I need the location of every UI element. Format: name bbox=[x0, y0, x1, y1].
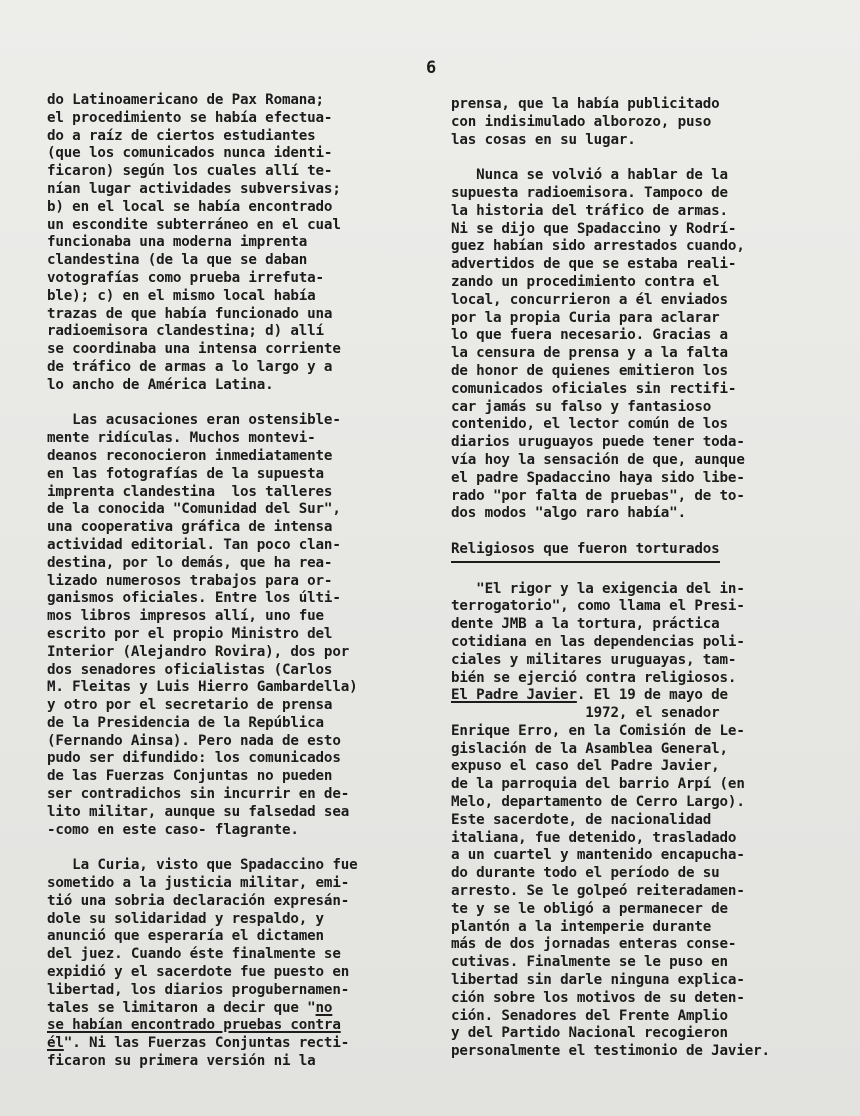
text-line: car jamás su falso y fantasioso bbox=[451, 398, 712, 415]
text-line: M. Fleitas y Luis Hierro Gambardella) bbox=[47, 679, 358, 696]
text-line: con indisimulado alborozo, puso bbox=[451, 113, 712, 130]
underlined-quote: se habían encontrado pruebas contra bbox=[47, 1017, 341, 1034]
text-line: La Curia, visto que Spadaccino fue bbox=[47, 857, 358, 874]
text-line: cutivas. Finalmente se le puso en bbox=[451, 954, 728, 971]
text-line: funcionaba una moderna imprenta bbox=[47, 234, 308, 251]
text-line: (que los comunicados nunca identi- bbox=[47, 145, 333, 162]
text-line bbox=[47, 1017, 415, 1035]
text-line: tió una sobria declaración expresán- bbox=[47, 892, 350, 909]
underlined-quote: él bbox=[47, 1035, 64, 1052]
text-line: italiana, fue detenido, trasladado bbox=[451, 829, 737, 846]
text-line: local, concurrieron a él enviados bbox=[451, 291, 728, 308]
text-line: prensa, que la había publicitado bbox=[451, 96, 720, 112]
text-line: Interior (Alejandro Rovira), dos por bbox=[47, 643, 350, 660]
text-line: anunció que esperaría el dictamen bbox=[47, 928, 324, 945]
text-line: trazas de que había funcionado una bbox=[47, 305, 333, 322]
text-line: supuesta radioemisora. Tampoco de bbox=[451, 184, 728, 201]
text-line: Ni se dijo que Spadaccino y Rodrí- bbox=[451, 220, 737, 237]
text-line: el padre Spadaccino haya sido libe- bbox=[451, 469, 745, 486]
text-line: libertad, los diarios progubernamen- bbox=[47, 981, 350, 998]
text-line: lo que fuera necesario. Gracias a bbox=[451, 327, 728, 344]
text-line: deanos reconocieron inmediatamente bbox=[47, 447, 333, 464]
text-line: de las Fuerzas Conjuntas no pueden bbox=[47, 768, 333, 785]
text-line: ciales y militares uruguayas, tam- bbox=[451, 651, 737, 668]
text-line: Enrique Erro, en la Comisión de Le- bbox=[451, 722, 745, 739]
text-line: a un cuartel y mantenido encapucha- bbox=[451, 847, 745, 864]
text-line: destina, por lo demás, que ha rea- bbox=[47, 554, 333, 571]
text-line: ficaron) según los cuales allí te- bbox=[47, 163, 333, 180]
text-line: y otro por el secretario de prensa bbox=[47, 697, 333, 714]
paragraph bbox=[451, 167, 823, 523]
text-line: radioemisora clandestina; d) allí bbox=[47, 323, 324, 340]
text-line: y del Partido Nacional recogieron bbox=[451, 1025, 728, 1042]
text-line: terrogatorio", como llama el Presi- bbox=[451, 598, 745, 615]
text-line: dos modos "algo raro había". bbox=[451, 505, 686, 522]
text-line: ser contradichos sin incurrir en de- bbox=[47, 786, 350, 803]
paragraph bbox=[451, 687, 823, 1061]
text-line: Este sacerdote, de nacionalidad bbox=[451, 811, 712, 828]
page-number: 6 bbox=[426, 58, 437, 78]
text-line: mente ridículas. Muchos montevi- bbox=[47, 430, 316, 447]
text-line: Melo, departamento de Cerro Largo). bbox=[451, 794, 745, 811]
text-line: (Fernando Ainsa). Pero nada de esto bbox=[47, 732, 341, 749]
text-line bbox=[47, 1035, 415, 1053]
subsection-label: El Padre Javier bbox=[451, 687, 577, 704]
text-line: libertad sin darle ninguna explica- bbox=[451, 972, 745, 989]
text-line: -como en este caso- flagrante. bbox=[47, 821, 299, 838]
text-line: la historia del tráfico de armas. bbox=[451, 202, 728, 219]
text-line: de la Presidencia de la República bbox=[47, 714, 324, 731]
text-line: lo ancho de América Latina. bbox=[47, 376, 274, 393]
text-line: actividad editorial. Tan poco clan- bbox=[47, 536, 341, 553]
text-line: cotidiana en las dependencias poli- bbox=[451, 633, 745, 650]
text-line: comunicados oficiales sin rectifi- bbox=[451, 380, 737, 397]
text-line: Nunca se volvió a hablar de la bbox=[451, 167, 728, 184]
text-line: por la propia Curia para aclarar bbox=[451, 309, 720, 326]
paragraph bbox=[47, 92, 415, 395]
text-line: diarios uruguayos puede tener toda- bbox=[451, 434, 745, 451]
text-line: escrito por el propio Ministro del bbox=[47, 625, 333, 642]
text-line: plantón a la intemperie durante bbox=[451, 918, 712, 935]
text-line: ción sobre los motivos de su deten- bbox=[451, 989, 745, 1006]
text-line: votografías como prueba irrefuta- bbox=[47, 269, 324, 286]
text-line: do Latinoamericano de Pax Romana; bbox=[47, 92, 324, 108]
paragraph bbox=[451, 581, 823, 688]
text-line: las cosas en su lugar. bbox=[451, 131, 636, 148]
text-line: dos senadores oficialistas (Carlos bbox=[47, 661, 333, 678]
text-line: 1972, el senador bbox=[451, 705, 720, 722]
section-heading: Religiosos que fueron torturados bbox=[451, 541, 720, 563]
text-fragment: . El 19 de mayo de bbox=[576, 687, 728, 704]
text-line: rado "por falta de pruebas", de to- bbox=[451, 487, 745, 504]
text-line: contenido, el lector común de los bbox=[451, 416, 728, 433]
text-line: la censura de prensa y a la falta bbox=[451, 345, 728, 362]
text-line: bién se ejerció contra religiosos. bbox=[451, 669, 737, 686]
text-line: "El rigor y la exigencia del in- bbox=[451, 580, 745, 597]
text-line: b) en el local se había encontrado bbox=[47, 198, 333, 215]
text-line: el procedimiento se había efectua- bbox=[47, 109, 333, 126]
paragraph bbox=[47, 857, 415, 1071]
right-column bbox=[451, 96, 823, 1061]
text-line bbox=[451, 687, 823, 705]
text-line: de honor de quienes emitieron los bbox=[451, 362, 728, 379]
text-fragment: ". Ni las Fuerzas Conjuntas recti- bbox=[63, 1035, 350, 1052]
text-line: ble); c) en el mismo local había bbox=[47, 287, 316, 304]
text-line: vía hoy la sensación de que, aunque bbox=[451, 451, 745, 468]
text-line: nían lugar actividades subversivas; bbox=[47, 180, 341, 197]
text-line: en las fotografías de la supuesta bbox=[47, 465, 324, 482]
text-line bbox=[47, 1000, 415, 1018]
paragraph bbox=[451, 96, 823, 149]
text-line: expidió y el sacerdote fue puesto en bbox=[47, 964, 350, 981]
left-column bbox=[47, 92, 415, 1071]
text-line: una cooperativa gráfica de intensa bbox=[47, 519, 333, 536]
text-line: ficaron su primera versión ni la bbox=[47, 1053, 316, 1070]
text-line: arresto. Se le golpeó reiteradamen- bbox=[451, 883, 745, 900]
text-fragment: tales se limitaron a decir que " bbox=[47, 999, 316, 1016]
text-line: sometido a la justicia militar, emi- bbox=[47, 875, 350, 892]
text-line: te y se le obligó a permanecer de bbox=[451, 900, 728, 917]
underlined-quote: no bbox=[315, 999, 333, 1016]
text-line: mos libros impresos allí, uno fue bbox=[47, 608, 324, 625]
text-line: de tráfico de armas a lo largo y a bbox=[47, 358, 333, 375]
text-line: do a raíz de ciertos estudiantes bbox=[47, 127, 316, 144]
text-line: más de dos jornadas enteras conse- bbox=[451, 936, 737, 953]
text-line: lizado numerosos trabajos para or- bbox=[47, 572, 333, 589]
text-line: personalmente el testimonio de Javier. bbox=[451, 1043, 770, 1060]
paragraph bbox=[47, 412, 415, 839]
text-line: del juez. Cuando éste finalmente se bbox=[47, 946, 341, 963]
text-line: de la parroquia del barrio Arpí (en bbox=[451, 776, 745, 793]
text-line: se coordinaba una intensa corriente bbox=[47, 341, 341, 358]
text-line: zando un procedimiento contra el bbox=[451, 273, 720, 290]
text-line: ción. Senadores del Frente Amplio bbox=[451, 1007, 728, 1024]
text-line: imprenta clandestina los talleres bbox=[47, 483, 333, 500]
text-line: lito militar, aunque su falsedad sea bbox=[47, 803, 350, 820]
text-line: un escondite subterráneo en el cual bbox=[47, 216, 341, 233]
text-line: expuso el caso del Padre Javier, bbox=[451, 758, 720, 775]
text-line: gislación de la Asamblea General, bbox=[451, 740, 728, 757]
text-line: clandestina (de la que se daban bbox=[47, 252, 308, 269]
text-line: ganismos oficiales. Entre los últi- bbox=[47, 590, 341, 607]
text-line: do durante todo el período de su bbox=[451, 865, 720, 882]
section-heading-wrap bbox=[451, 541, 823, 563]
text-line: guez habían sido arrestados cuando, bbox=[451, 238, 745, 255]
text-line: advertidos de que se estaba reali- bbox=[451, 256, 737, 273]
text-line: de la conocida "Comunidad del Sur", bbox=[47, 501, 341, 518]
text-line: Las acusaciones eran ostensible- bbox=[47, 412, 341, 429]
text-line: dente JMB a la tortura, práctica bbox=[451, 616, 720, 633]
text-line: pudo ser difundido: los comunicados bbox=[47, 750, 341, 767]
text-line: dole su solidaridad y respaldo, y bbox=[47, 910, 324, 927]
